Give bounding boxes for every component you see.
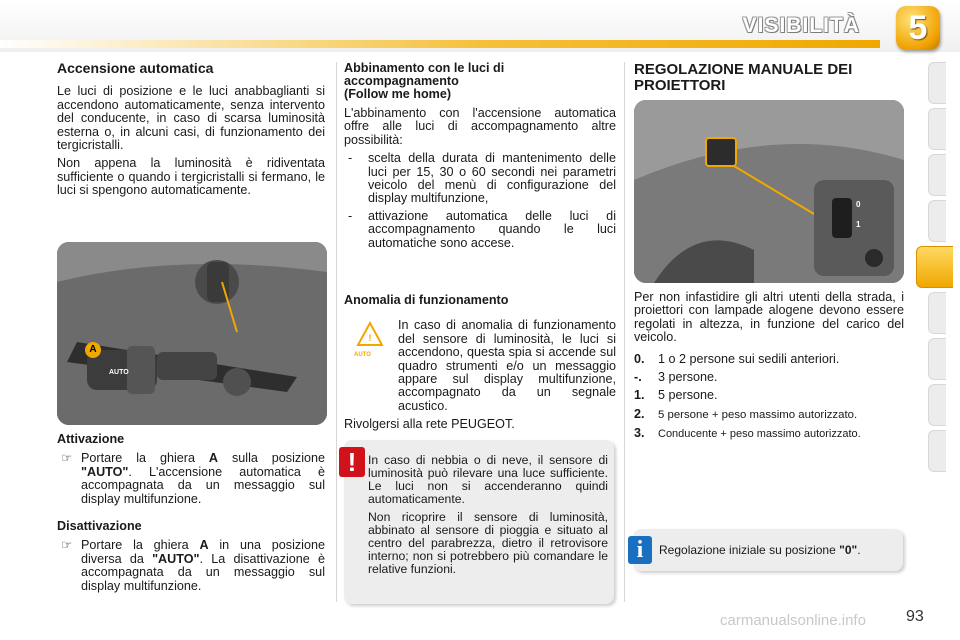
load-setting-0: 0. 1 o 2 persone sui sedili anteriori. bbox=[634, 351, 840, 366]
section-title: VISIBILITÀ bbox=[742, 14, 860, 37]
dial-mark-mid: 1 bbox=[856, 220, 861, 229]
watermark: carmanualsonline.info bbox=[720, 612, 866, 629]
warning-paragraph: In caso di nebbia o di neve, il sensore di luminosità può rilevare una luce sufficiente. Le luci non si accenderanno quindi automaticamente. bbox=[368, 453, 608, 506]
warning-icon: ! bbox=[339, 447, 365, 477]
warning-paragraph: Non ricoprire il sensore di luminosità, abbinato al sensore di pioggia e situato al centro del parabrezza, dietro il retrovisore interno; non si potrebbero più comandare le relative funzioni. bbox=[368, 510, 608, 576]
page-number: 93 bbox=[906, 608, 924, 625]
fault-title: Anomalia di funzionamento bbox=[344, 293, 509, 307]
load-setting-2: 2. 5 persone + peso massimo autorizzato. bbox=[634, 406, 858, 421]
ring-callout-a: A bbox=[85, 342, 101, 358]
column-divider bbox=[336, 62, 337, 602]
warning-box bbox=[344, 440, 614, 604]
follow-me-home-title: accompagnamento bbox=[344, 74, 459, 88]
middle-column bbox=[344, 62, 616, 254]
info-icon: i bbox=[628, 536, 652, 564]
dealer-note: Rivolgersi alla rete PEUGEOT. bbox=[344, 417, 515, 432]
chapter-tab[interactable] bbox=[928, 108, 946, 150]
fault-section bbox=[344, 294, 616, 437]
headlamp-dial-illustration bbox=[634, 100, 904, 283]
chapter-tabs bbox=[928, 62, 946, 572]
column-divider bbox=[624, 62, 625, 602]
left-column bbox=[57, 62, 325, 203]
auto-lamp-warning-label: AUTO bbox=[354, 352, 371, 359]
follow-me-home-paragraph: L'abbinamento con l'accensione automatica offre alle luci di accompagnamento altre possibilità: bbox=[344, 106, 616, 147]
follow-me-home-title: Abbinamento con le luci di bbox=[344, 61, 505, 75]
deactivation-title: Disattivazione bbox=[57, 519, 142, 534]
dashboard-photo bbox=[634, 100, 904, 283]
chapter-tab[interactable] bbox=[928, 292, 946, 334]
stalk-photo bbox=[57, 242, 327, 425]
auto-value: "AUTO" bbox=[152, 551, 200, 566]
lighting-stalk-illustration bbox=[57, 242, 327, 425]
headlamp-adjust-title: PROIETTORI bbox=[634, 77, 726, 94]
right-column bbox=[634, 62, 904, 94]
auto-lighting-title: Accensione automatica bbox=[57, 60, 214, 76]
chapter-tab[interactable] bbox=[928, 154, 946, 196]
auto-lighting-paragraph: Non appena la luminosità è ridiventata sufficiente o quando i tergicristalli si fermano, le luci si spengono automaticamente. bbox=[57, 156, 325, 198]
header-accent-line bbox=[0, 40, 880, 48]
headlamp-adjust-title: REGOLAZIONE MANUALE DEI bbox=[634, 61, 853, 78]
follow-me-home-item: - attivazione automatica delle luci di accompagnamento quando le luci automatiche sono accese. bbox=[348, 208, 616, 250]
deactivation-step: ☞ Portare la ghiera A in una posizione diversa da "AUTO". La disattivazione è accompagnata da un messaggio sul display multifunzione. bbox=[61, 538, 325, 593]
load-setting-dash: -. 3 persone. bbox=[634, 370, 718, 385]
headlamp-adjust-paragraph: Per non infastidire gli altri utenti della strada, i proiettori con lampade alogene devono essere regolati in altezza, in funzione del carico del veicolo. bbox=[634, 290, 904, 345]
auto-lighting-paragraph: Le luci di posizione e le luci anabbaglianti si accendono automaticamente, senza intervento del conducente, in caso di scarsa luminosità esterna o, in alcuni casi, di funzionamento dei tergicristalli. bbox=[57, 84, 325, 153]
auto-position-label: AUTO bbox=[109, 369, 129, 376]
activation-step: ☞ Portare la ghiera A sulla posizione "AUTO". L'accensione automatica è accompagnata da un messaggio sul display multifunzione. bbox=[61, 451, 326, 506]
initial-setting-value: "0" bbox=[839, 543, 858, 557]
hand-pointer-icon: ☞ bbox=[61, 451, 73, 466]
info-text: Regolazione iniziale su posizione "0". bbox=[659, 543, 861, 557]
chapter-tab-active[interactable] bbox=[916, 246, 953, 288]
chapter-badge[interactable]: 5 bbox=[896, 6, 940, 50]
ring-key: A bbox=[199, 538, 209, 553]
chapter-tab[interactable] bbox=[928, 338, 946, 380]
auto-value: "AUTO" bbox=[81, 464, 129, 479]
chapter-tab[interactable] bbox=[928, 200, 946, 242]
activation-title: Attivazione bbox=[57, 432, 125, 446]
auto-lamp-warning-icon bbox=[356, 321, 384, 349]
follow-me-home-item: - scelta della durata di mantenimento delle luci per 15, 30 o 60 secondi nei parametri veicolo del menù di configurazione del display multifunzione, bbox=[348, 151, 616, 206]
hand-pointer-icon: ☞ bbox=[61, 538, 73, 553]
dial-mark-top: 0 bbox=[856, 200, 861, 209]
ring-key: A bbox=[208, 451, 219, 466]
info-box bbox=[633, 529, 903, 571]
svg-text:!: ! bbox=[368, 333, 372, 344]
left-column-lower bbox=[57, 433, 325, 597]
right-column-lower bbox=[634, 291, 904, 447]
follow-me-home-title: (Follow me home) bbox=[344, 87, 452, 101]
chapter-tab[interactable] bbox=[928, 384, 946, 426]
chapter-tab[interactable] bbox=[928, 62, 946, 104]
fault-paragraph: In caso di anomalia di funzionamento del sensore di luminosità, le luci si accendono, questa spia si accende sul quadro strumenti e/o un messaggio appare sul display multifunzione, accompagnato da un segnale acustico. bbox=[398, 318, 616, 413]
chapter-tab[interactable] bbox=[928, 430, 946, 472]
load-setting-3: 3. Conducente + peso massimo autorizzato. bbox=[634, 426, 861, 441]
warning-text bbox=[368, 454, 608, 581]
load-setting-1: 1. 5 persone. bbox=[634, 388, 718, 403]
